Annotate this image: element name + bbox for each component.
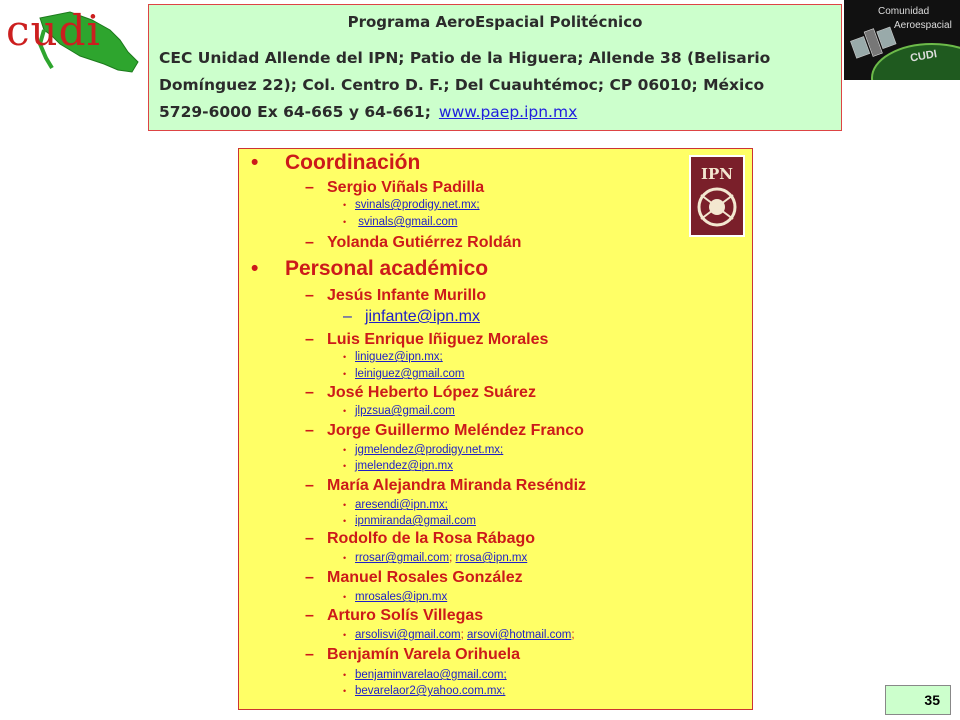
email-item: • benjaminvarelao@gmail.com;	[343, 669, 507, 681]
person-name: – Sergio Viñals Padilla	[305, 179, 485, 196]
person-name: – Jorge Guillermo Meléndez Franco	[305, 422, 584, 439]
page-number: 35	[885, 685, 951, 715]
staff-directory-panel	[238, 148, 753, 710]
email-link[interactable]: jmelendez@ipn.mx	[355, 460, 453, 472]
website-link[interactable]: www.paep.ipn.mx	[438, 103, 578, 121]
email-link[interactable]: arsovi@hotmail.com	[467, 629, 572, 641]
person-name: – Benjamín Varela Orihuela	[305, 646, 520, 663]
person-name: – Arturo Solís Villegas	[305, 607, 484, 624]
aero-logo-line-3: CUDI	[909, 48, 938, 65]
email-item: • mrosales@ipn.mx	[343, 591, 448, 603]
person-name: – Manuel Rosales González	[305, 569, 523, 586]
email-item: • aresendi@ipn.mx;	[343, 499, 448, 511]
person-name: – Jesús Infante Murillo	[305, 287, 487, 304]
address-text: CEC Unidad Allende del IPN; Patio de la Higuera; Allende 38 (Belisario Domínguez 22); Col. Centro D. F.; Del Cuauhtémoc; CP 06010; México 5729-6000 Ex 64-665 y 64-661;	[159, 49, 771, 121]
aero-logo-line-2: Aeroespacial	[894, 20, 952, 31]
program-title: Programa AeroEspacial Politécnico	[347, 13, 643, 31]
email-link[interactable]: svinals@gmail.com	[358, 216, 458, 228]
person-name: – Luis Enrique Iñiguez Morales	[305, 331, 549, 348]
contact-address	[159, 45, 819, 126]
email-item: • rrosar@gmail.com; rrosa@ipn.mx	[343, 552, 528, 564]
section-heading-coordinacion: • Coordinación	[251, 151, 421, 174]
comunidad-aeroespacial-logo	[844, 0, 960, 80]
email-link[interactable]: jlpzsua@gmail.com	[355, 405, 455, 417]
email-link[interactable]: ipnmiranda@gmail.com	[355, 515, 476, 527]
email-item: • jgmelendez@prodigy.net.mx;	[343, 444, 504, 456]
person-name: – José Heberto López Suárez	[305, 384, 536, 401]
email-link[interactable]: leiniguez@gmail.com	[355, 368, 465, 380]
email-item: • svinals@gmail.com	[343, 216, 458, 228]
email-item: • leiniguez@gmail.com	[343, 368, 465, 380]
person-name: – Rodolfo de la Rosa Rábago	[305, 530, 536, 547]
email-item: • svinals@prodigy.net.mx;	[343, 199, 480, 211]
cudi-logo	[0, 0, 148, 90]
ipn-logo-text: IPN	[700, 165, 734, 183]
email-item: • jmelendez@ipn.mx	[343, 460, 453, 472]
header-box	[148, 4, 842, 131]
email-link[interactable]: jgmelendez@prodigy.net.mx;	[355, 444, 504, 456]
email-link[interactable]: arsolisvi@gmail.com	[355, 629, 461, 641]
email-item: • arsolisvi@gmail.com; arsovi@hotmail.com;	[343, 629, 575, 641]
section-heading-personal: • Personal académico	[251, 257, 489, 280]
email-link[interactable]: svinals@prodigy.net.mx;	[355, 199, 480, 211]
email-item: • ipnmiranda@gmail.com	[343, 515, 476, 527]
email-link[interactable]: bevarelaor2@yahoo.com.mx;	[355, 685, 506, 697]
email-link[interactable]: jinfante@ipn.mx	[365, 308, 480, 325]
ipn-logo	[689, 155, 745, 237]
email-link[interactable]: benjaminvarelao@gmail.com;	[355, 669, 507, 681]
email-link[interactable]: rrosar@gmail.com	[355, 552, 450, 564]
email-link[interactable]: liniguez@ipn.mx;	[355, 351, 443, 363]
email-item: • liniguez@ipn.mx;	[343, 351, 443, 363]
person-name: – María Alejandra Miranda Reséndiz	[305, 477, 587, 494]
email-item: – jinfante@ipn.mx	[343, 308, 480, 325]
cudi-logo-text: cudi	[6, 6, 101, 55]
aero-logo-line-1: Comunidad	[878, 6, 930, 17]
email-link[interactable]: mrosales@ipn.mx	[355, 591, 448, 603]
email-link[interactable]: aresendi@ipn.mx;	[355, 499, 448, 511]
email-item: • jlpzsua@gmail.com	[343, 405, 455, 417]
email-item: • bevarelaor2@yahoo.com.mx;	[343, 685, 506, 697]
person-name: – Yolanda Gutiérrez Roldán	[305, 234, 522, 251]
email-link[interactable]: rrosa@ipn.mx	[455, 552, 528, 564]
